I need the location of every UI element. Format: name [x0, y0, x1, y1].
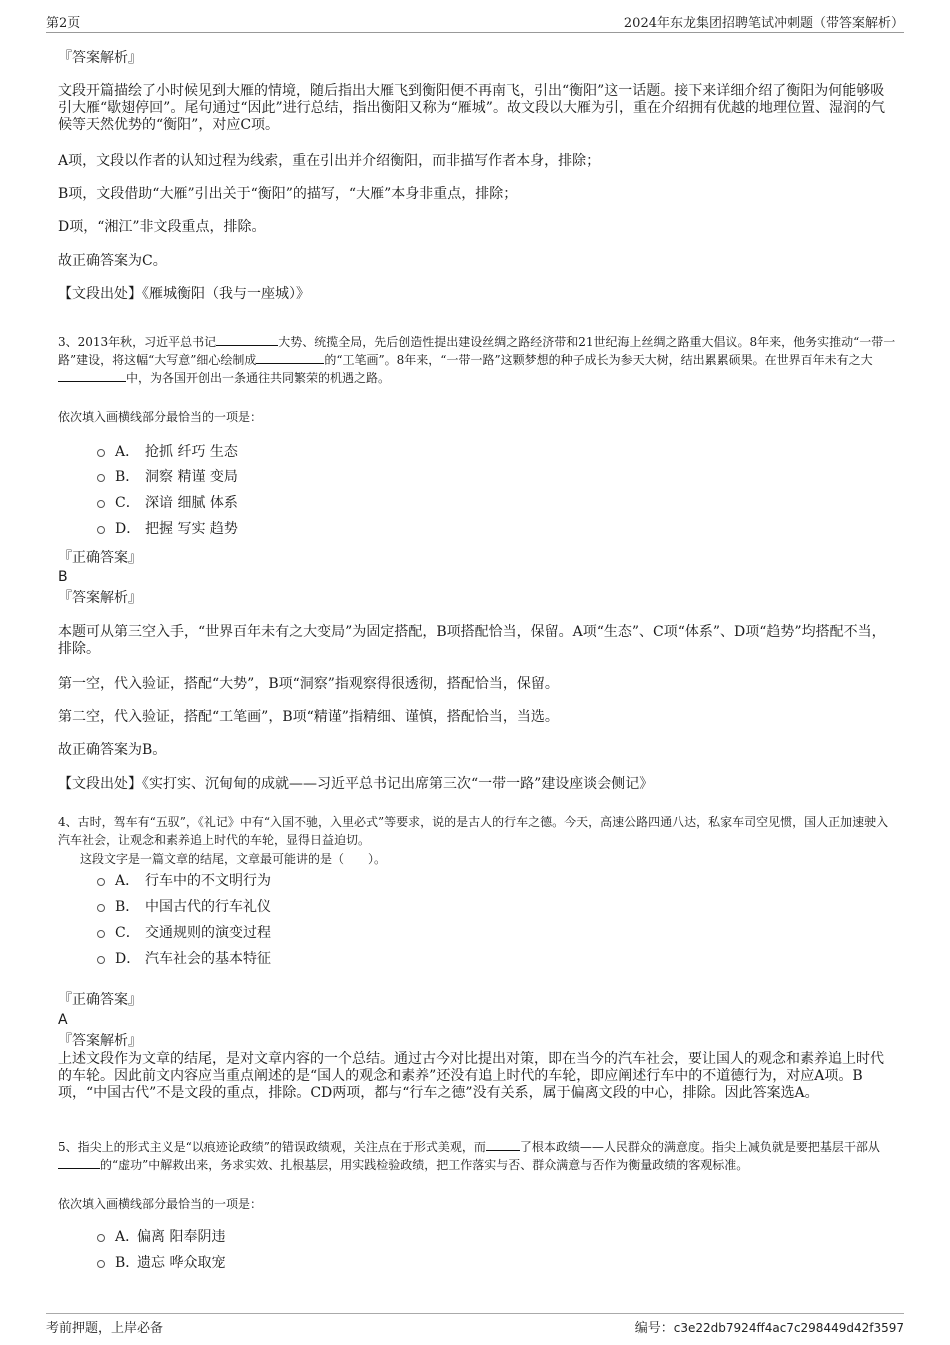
- radio-icon[interactable]: [97, 930, 105, 938]
- q4-answer-title: 『正确答案』: [58, 992, 142, 1008]
- q3-analysis-p2: 第一空，代入验证，搭配“大势”，B项“洞察”指观察得很透彻，搭配恰当，保留。: [58, 676, 559, 692]
- radio-icon[interactable]: [97, 1260, 105, 1268]
- page-header: [46, 12, 904, 33]
- q3-answer: B: [58, 569, 68, 585]
- q2-analysis-option-a: A项，文段以作者的认知过程为线索，重在引出并介绍衡阳，而非描写作者本身，排除；: [58, 153, 601, 169]
- radio-icon[interactable]: [97, 474, 105, 482]
- q3-analysis-p3: 第二空，代入验证，搭配“工笔画”，B项“精谨”指精细、谨慎，搭配恰当，当选。: [58, 709, 559, 725]
- q3-source: 【文段出处】《实打实、沉甸甸的成就——习近平总书记出席第三次“一带一路”建设座谈会侧记》: [58, 776, 654, 792]
- q2-analysis-option-d: D项，“湘江”非文段重点，排除。: [58, 219, 266, 235]
- q2-analysis-p1: 文段开篇描绘了小时候见到大雁的情境，随后指出大雁飞到衡阳便不再南飞，引出“衡阳”这一话题。接下来详细介绍了衡阳为何能够吸引大雁“歇翅停回”。尾句通过“因此”进行总结，指出衡阳又称为“雁城”。故文段以大雁为引，重在介绍拥有优越的地理位置、湿润的气候等天然优势的“衡阳”，对应C项。: [58, 83, 885, 133]
- q3-answer-title: 『正确答案』: [58, 550, 142, 566]
- q5-option-a[interactable]: A． 偏离 阳奉阴违: [97, 1229, 225, 1246]
- page-footer: [46, 1313, 904, 1336]
- q4-option-c[interactable]: C． 交通规则的演变过程: [97, 925, 271, 942]
- q3-option-b[interactable]: B． 洞察 精谨 变局: [97, 469, 238, 486]
- q2-conclusion: 故正确答案为C。: [58, 253, 167, 269]
- q3-option-a[interactable]: A． 抢抓 纤巧 生态: [97, 444, 238, 461]
- q3-option-d[interactable]: D． 把握 写实 趋势: [97, 521, 238, 538]
- q4-answer: A: [58, 1012, 68, 1028]
- q4-stem: 4、古时，驾车有“五驭”，《礼记》中有“入国不驰，入里必式”等要求，说的是古人的行车之德。今天，高速公路四通八达，私家车司空见惯，国人正加速驶入汽车社会，让观念和素养追上时代的车轮，显得日益迫切。: [58, 815, 889, 847]
- q5-option-b[interactable]: B． 遗忘 哗众取宠: [97, 1255, 225, 1272]
- q3-blank-1: [216, 333, 278, 346]
- q4-prompt: 这段文字是一篇文章的结尾，文章最可能讲的是（ ）。: [80, 852, 387, 866]
- q2-analysis-option-b: B项，文段借助“大雁”引出关于“衡阳”的描写，“大雁”本身非重点，排除；: [58, 186, 518, 202]
- document-title: 2024年东龙集团招聘笔试冲刺题（带答案解析）: [623, 16, 904, 31]
- radio-icon[interactable]: [97, 904, 105, 912]
- radio-icon[interactable]: [97, 1234, 105, 1242]
- q4-analysis: 上述文段作为文章的结尾，是对文章内容的一个总结。通过古今对比提出对策，即在当今的汽车社会，要让国人的观念和素养追上时代的车轮。因此前文内容应当重点阐述的是“国人的观念和素养”还没有追上时代的车轮，即应阐述行车中的不道德行为，对应A项。B项，“中国古代”不是文段的重点，排除。CD两项，都与“行车之德”没有关系，属于偏离文段的中心，排除。因此答案选A。: [58, 1051, 884, 1101]
- document-id: 编号：c3e22db7924ff4ac7c298449d42f3597: [634, 1321, 904, 1336]
- q5-stem: 5、指尖上的形式主义是“以痕迹论政绩”的错误政绩观，关注点在于形式美观，而 了根本政绩——人民群众的满意度。指尖上减负就是要把基层干部从的“虚功”中解救出来，务求实效、扎根基层，用实践检验政绩，把工作落实与否、群众满意与否作为衡量政绩的客观标准。: [58, 1140, 880, 1172]
- q4-option-b[interactable]: B． 中国古代的行车礼仪: [97, 899, 271, 916]
- q2-source: 【文段出处】《雁城衡阳（我与一座城）》: [58, 286, 310, 302]
- q3-prompt: 依次填入画横线部分最恰当的一项是：: [58, 410, 263, 424]
- q3-option-c[interactable]: C． 深谙 细腻 体系: [97, 495, 238, 512]
- q3-conclusion: 故正确答案为B。: [58, 742, 167, 758]
- q4-analysis-title: 『答案解析』: [58, 1033, 142, 1049]
- radio-icon[interactable]: [97, 526, 105, 534]
- q5-blank-1: [486, 1138, 520, 1151]
- q3-analysis-p1: 本题可从第三空入手，“世界百年未有之大变局”为固定搭配，B项搭配恰当，保留。A项“生态”、C项“体系”、D项“趋势”均搭配不当，排除。: [58, 624, 886, 657]
- footer-slogan: 考前押题，上岸必备: [46, 1321, 164, 1336]
- q5-blank-2: [58, 1156, 100, 1169]
- q3-analysis-title: 『答案解析』: [58, 590, 142, 606]
- q4-option-d[interactable]: D． 汽车社会的基本特征: [97, 951, 271, 968]
- page-number: 第2页: [46, 16, 81, 31]
- q3-blank-3: [58, 369, 126, 382]
- q3-stem: 3、2013年秋，习近平总书记 大势、统揽全局，先后创造性提出建设丝绸之路经济带和21世纪海上丝绸之路重大倡议。8年来，他务实推动“一带一路”建设，将这幅“大写意”细心绘制成 的“工笔画”。8年来，“一带一路”这颗梦想的种子成长为参天大树，结出累累硕果。在世界百年未有之大中，为各国开创出一条通往共同繁荣的机遇之路。: [58, 335, 896, 385]
- q4-option-a[interactable]: A． 行车中的不文明行为: [97, 873, 271, 890]
- q2-analysis-title: 『答案解析』: [58, 50, 142, 66]
- radio-icon[interactable]: [97, 449, 105, 457]
- q5-prompt: 依次填入画横线部分最恰当的一项是：: [58, 1197, 263, 1211]
- radio-icon[interactable]: [97, 500, 105, 508]
- q3-blank-2: [256, 351, 324, 364]
- radio-icon[interactable]: [97, 956, 105, 964]
- radio-icon[interactable]: [97, 878, 105, 886]
